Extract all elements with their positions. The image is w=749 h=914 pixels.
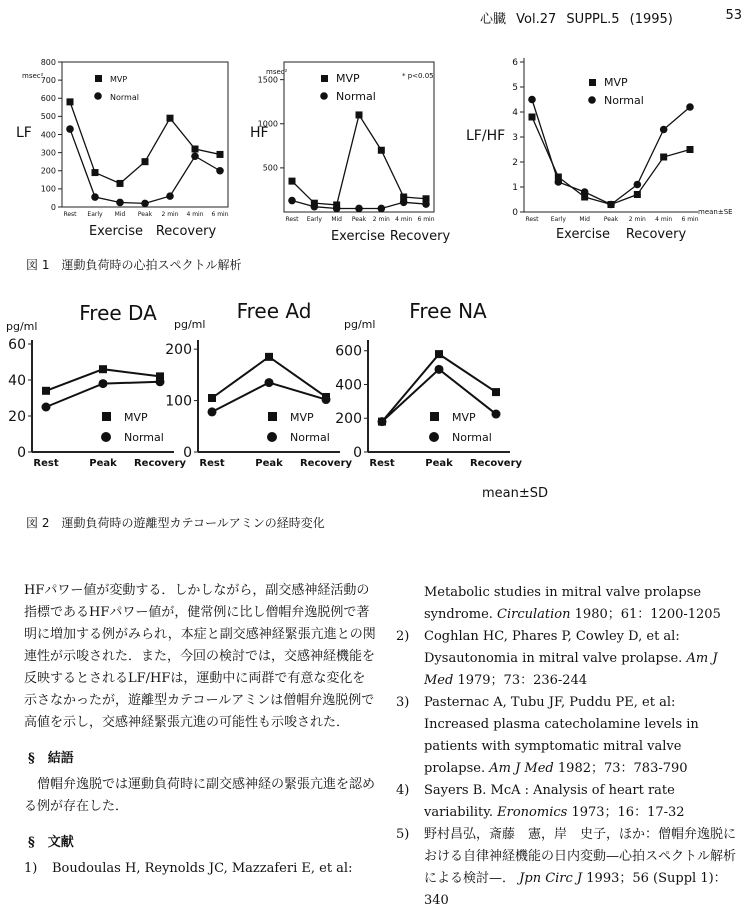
x-tick-label: Rest [285, 216, 299, 223]
y-tick-label: 1000 [257, 119, 278, 129]
reference-text: Boudoulas H, Reynolds JC, Mazzaferi E, et al: [52, 861, 353, 876]
y-axis-label: HF [250, 125, 269, 141]
y-tick-label: 20 [8, 408, 26, 425]
data-point-mvp [492, 388, 500, 396]
data-point-normal [156, 377, 165, 386]
y-tick-label: 500 [262, 163, 278, 173]
data-point-normal [333, 205, 341, 213]
reference-tail: 1973；16：17-32 [571, 805, 685, 820]
data-point-normal [166, 192, 174, 200]
x-tick-label: 2 min [161, 211, 179, 218]
data-point-mvp [42, 387, 50, 395]
journal-supplement: SUPPL.5 [566, 12, 620, 27]
figure1-caption: 図 1 運動負荷時の心拍スペクトル解析 [26, 258, 242, 272]
x-tick-label: Recovery [133, 458, 187, 469]
data-point-normal [99, 379, 108, 388]
y-tick-label: 1 [512, 183, 518, 194]
chart-na-legend [429, 411, 492, 444]
legend-normal-label: Normal [452, 431, 492, 444]
x-tick-label: Peak [137, 211, 153, 218]
y-axis-label: LF [16, 125, 32, 141]
series-line-mvp [212, 357, 326, 398]
y-tick-label: 6 [512, 58, 518, 69]
y-tick-label: 0 [50, 202, 56, 212]
y-tick-label: 3 [512, 133, 518, 144]
reference-text: 野村昌弘，斎藤 憲，岸 史子，ほか：僧帽弁逸脱における自律神経機能の日内変動—心拍スペクトル解析による検討—． [424, 827, 737, 886]
x-tick-label: 6 min [417, 216, 435, 223]
chart-title: Free DA [79, 301, 157, 325]
unit-label: pg/ml [174, 318, 206, 331]
reference-tail: 1982；73：783-790 [557, 761, 688, 776]
reference-journal: Eronomics [497, 805, 568, 820]
y-tick-label: 100 [165, 393, 192, 410]
chart-annotation: * p<0.05 [402, 72, 434, 80]
y-tick-label: 40 [8, 372, 26, 389]
reference-number: 2) [396, 629, 410, 644]
data-point-normal [191, 152, 199, 160]
reference-text: Sayers B. McA : Analysis of heart rate variability. [424, 783, 675, 820]
journal-volume: Vol.27 [516, 12, 557, 27]
legend-normal-marker [320, 92, 328, 100]
reference-number: 5) [396, 827, 410, 842]
y-tick-label: 400 [335, 377, 362, 394]
y-tick-label: 5 [512, 83, 518, 94]
legend-mvp-label: MVP [604, 76, 628, 89]
data-point-normal [634, 181, 642, 189]
y-tick-label: 400 [40, 130, 56, 140]
x-tick-label: Rest [33, 458, 59, 469]
legend-mvp-marker [430, 412, 439, 421]
chart-title: Free Ad [236, 299, 312, 323]
data-point-normal [528, 96, 536, 104]
data-point-normal [581, 188, 589, 196]
x-tick-label: 2 min [372, 216, 390, 223]
references-heading: § 文献 [28, 835, 74, 850]
conclusion-text: 僧帽弁逸脱では運動負荷時に副交感神経の緊張亢進を認める例が存在した． [24, 777, 376, 814]
reference-item [396, 780, 742, 824]
data-point-normal [355, 205, 363, 213]
x-tick-label: Peak [603, 216, 619, 223]
reference-number: 1) [24, 861, 38, 876]
x-tick-label: Rest [63, 211, 77, 218]
data-point-normal [141, 200, 149, 208]
legend-mvp-marker [95, 75, 102, 82]
data-point-mvp [208, 394, 216, 402]
legend-mvp-marker [589, 79, 596, 86]
data-point-normal [66, 125, 74, 133]
conclusion-heading: § 結語 [28, 751, 74, 766]
x-tick-label: Rest [369, 458, 395, 469]
figure2-caption: 図 2 運動負荷時の遊離型カテコールアミンの経時変化 [26, 516, 325, 530]
y-tick-label: 300 [40, 148, 56, 158]
reference-tail: 1993；56 (Suppl 1)：340 [424, 871, 727, 908]
legend-normal-marker [429, 432, 439, 442]
y-tick-label: 200 [40, 166, 56, 176]
figure2-legends [0, 402, 749, 446]
data-point-normal [378, 205, 386, 213]
reference-text: Coghlan HC, Phares P, Cowley D, et al: Dysautonomia in mitral valve prolapse. [424, 629, 683, 666]
y-tick-label: 500 [40, 112, 56, 122]
reference-tail: 1980；61：1200-1205 [574, 607, 721, 622]
x-tick-label: Recovery [469, 458, 523, 469]
left-column [24, 580, 378, 880]
data-point-mvp [192, 146, 199, 153]
unit-label: pg/ml [344, 318, 376, 331]
chart-lf-group-exercise: Exercise [88, 224, 144, 239]
reference-journal: Circulation [497, 607, 571, 622]
y-tick-label: 200 [165, 342, 192, 359]
data-point-mvp [167, 115, 174, 122]
x-tick-label: Peak [255, 458, 283, 469]
running-header [480, 8, 742, 27]
x-tick-label: 4 min [395, 216, 413, 223]
x-tick-label: Early [550, 216, 566, 223]
y-tick-label: 0 [17, 444, 26, 461]
journal-year: (1995) [629, 12, 673, 27]
y-tick-label: 600 [40, 94, 56, 104]
data-point-mvp [217, 151, 224, 158]
figure2-note: mean±SD [482, 486, 549, 501]
data-point-normal [555, 178, 563, 186]
x-tick-label: Peak [425, 458, 453, 469]
legend-mvp-marker [321, 75, 328, 82]
reference-item [24, 858, 378, 880]
data-point-mvp [92, 169, 99, 176]
y-tick-label: 2 [512, 158, 518, 169]
y-tick-label: 0 [183, 444, 192, 461]
chart-hf-group-recovery: Recovery [389, 229, 451, 244]
legend-normal-label: Normal [604, 94, 644, 107]
body-paragraph: HFパワー値が変動する．しかしながら，副交感神経活動の指標であるHFパワー値が，健常例に比し僧帽弁逸脱例で著明に増加する例がみられ，本症と副交感神経緊張亢進との関連性が示唆された．また，今回の検討では，交感神経機能を反映するとされるLF/HFは，運動中に両群で有意な変化を示さなかったが，遊離型カテコールアミンは僧帽弁逸脱例で高値を示し，交感神経緊張亢進の可能性も示唆された． [24, 583, 376, 730]
x-tick-label: 4 min [186, 211, 204, 218]
x-tick-label: Early [306, 216, 322, 223]
x-tick-label: Rest [525, 216, 539, 223]
legend-normal-label: Normal [336, 90, 376, 103]
reference-item [396, 582, 742, 626]
reference-item [396, 692, 742, 780]
y-tick-label: 0 [353, 444, 362, 461]
legend-mvp-label: MVP [290, 411, 314, 424]
x-tick-label: 4 min [655, 216, 673, 223]
unit-label: msec² [266, 68, 288, 76]
y-tick-label: 600 [335, 343, 362, 360]
data-point-normal [116, 199, 124, 207]
data-point-mvp [289, 178, 296, 185]
series-line-normal [532, 100, 690, 205]
data-point-mvp [117, 180, 124, 187]
data-point-mvp [142, 158, 149, 165]
y-tick-label: 1500 [257, 75, 278, 85]
journal-name: 心臓 [480, 12, 507, 27]
data-point-normal [660, 126, 668, 134]
data-point-mvp [378, 147, 385, 154]
data-point-mvp [435, 350, 443, 358]
legend-normal-marker [267, 432, 277, 442]
legend-normal-label: Normal [124, 431, 164, 444]
legend-mvp-label: MVP [336, 72, 360, 85]
data-point-normal [216, 167, 224, 175]
data-point-mvp [356, 111, 363, 118]
x-tick-label: Mid [579, 216, 590, 223]
x-tick-label: Mid [114, 211, 126, 218]
chart-title: Free NA [409, 299, 487, 323]
y-tick-label: 100 [40, 184, 56, 194]
y-tick-label: 60 [8, 336, 26, 353]
plot-frame [62, 62, 228, 207]
legend-normal-label: Normal [110, 93, 139, 102]
legend-mvp-label: MVP [452, 411, 476, 424]
data-point-normal [400, 198, 408, 206]
data-point-normal [91, 193, 99, 201]
data-point-normal [422, 200, 430, 208]
data-point-normal [311, 203, 319, 211]
reference-journal: Am J Med [489, 761, 554, 776]
figure1-group-labels [0, 222, 749, 246]
chart-annotation: mean±SE [698, 208, 733, 216]
reference-text: Metabolic studies in mitral valve prolapse syndrome. [424, 585, 702, 622]
y-tick-label: 4 [512, 108, 518, 119]
data-point-mvp [634, 191, 641, 198]
chart-lfhf-group-recovery: Recovery [625, 227, 687, 242]
reference-item [396, 824, 742, 912]
legend-normal-marker [588, 96, 596, 104]
legend-mvp-label: MVP [110, 75, 128, 84]
y-tick-label: 700 [40, 75, 56, 85]
data-point-mvp [687, 146, 694, 153]
data-point-normal [607, 201, 615, 209]
y-tick-label: 200 [335, 411, 362, 428]
reference-tail: 1979；73：236-244 [457, 673, 588, 688]
series-line-mvp [292, 115, 426, 205]
y-tick-label: 0 [512, 208, 518, 219]
data-point-mvp [67, 98, 74, 105]
chart-da-legend [101, 411, 164, 444]
chart-lfhf-group-exercise: Exercise [555, 227, 611, 242]
reference-text: Pasternac A, Tubu JF, Puddu PE, et al: Increased plasma catecholamine levels in patients with symptomatic mitral valve prolapse. [424, 695, 699, 776]
x-tick-label: Mid [331, 216, 342, 223]
legend-mvp-marker [268, 412, 277, 421]
data-point-normal [288, 197, 296, 205]
x-tick-label: 6 min [681, 216, 699, 223]
y-tick-label: 800 [40, 57, 56, 67]
x-tick-label: Rest [199, 458, 225, 469]
data-point-mvp [529, 114, 536, 121]
x-tick-label: Recovery [299, 458, 353, 469]
right-column [396, 582, 742, 912]
legend-normal-marker [94, 92, 102, 100]
reference-number: 3) [396, 695, 410, 710]
legend-normal-marker [101, 432, 111, 442]
data-point-normal [686, 103, 694, 111]
data-point-mvp [99, 365, 107, 373]
data-point-mvp [265, 353, 273, 361]
reference-number: 4) [396, 783, 410, 798]
legend-mvp-label: MVP [124, 411, 148, 424]
unit-label: pg/ml [6, 320, 38, 333]
reference-item [396, 626, 742, 692]
x-tick-label: 6 min [211, 211, 229, 218]
x-tick-label: 2 min [628, 216, 646, 223]
x-tick-label: Peak [351, 216, 367, 223]
x-tick-label: Early [87, 211, 103, 218]
reference-journal: Jpn Circ J [519, 871, 583, 886]
legend-mvp-marker [102, 412, 111, 421]
reference-journal: Am J Med [424, 651, 718, 688]
legend-normal-label: Normal [290, 431, 330, 444]
chart-lf-group-recovery: Recovery [155, 224, 217, 239]
data-point-normal [435, 365, 444, 374]
x-tick-label: Peak [89, 458, 117, 469]
y-axis-label: LF/HF [466, 128, 506, 144]
chart-hf-group-exercise: Exercise [330, 229, 386, 244]
page-number: 53 [725, 8, 742, 23]
unit-label: msec² [22, 72, 44, 80]
data-point-mvp [660, 154, 667, 161]
data-point-normal [265, 378, 274, 387]
chart-ad-legend [267, 411, 330, 444]
